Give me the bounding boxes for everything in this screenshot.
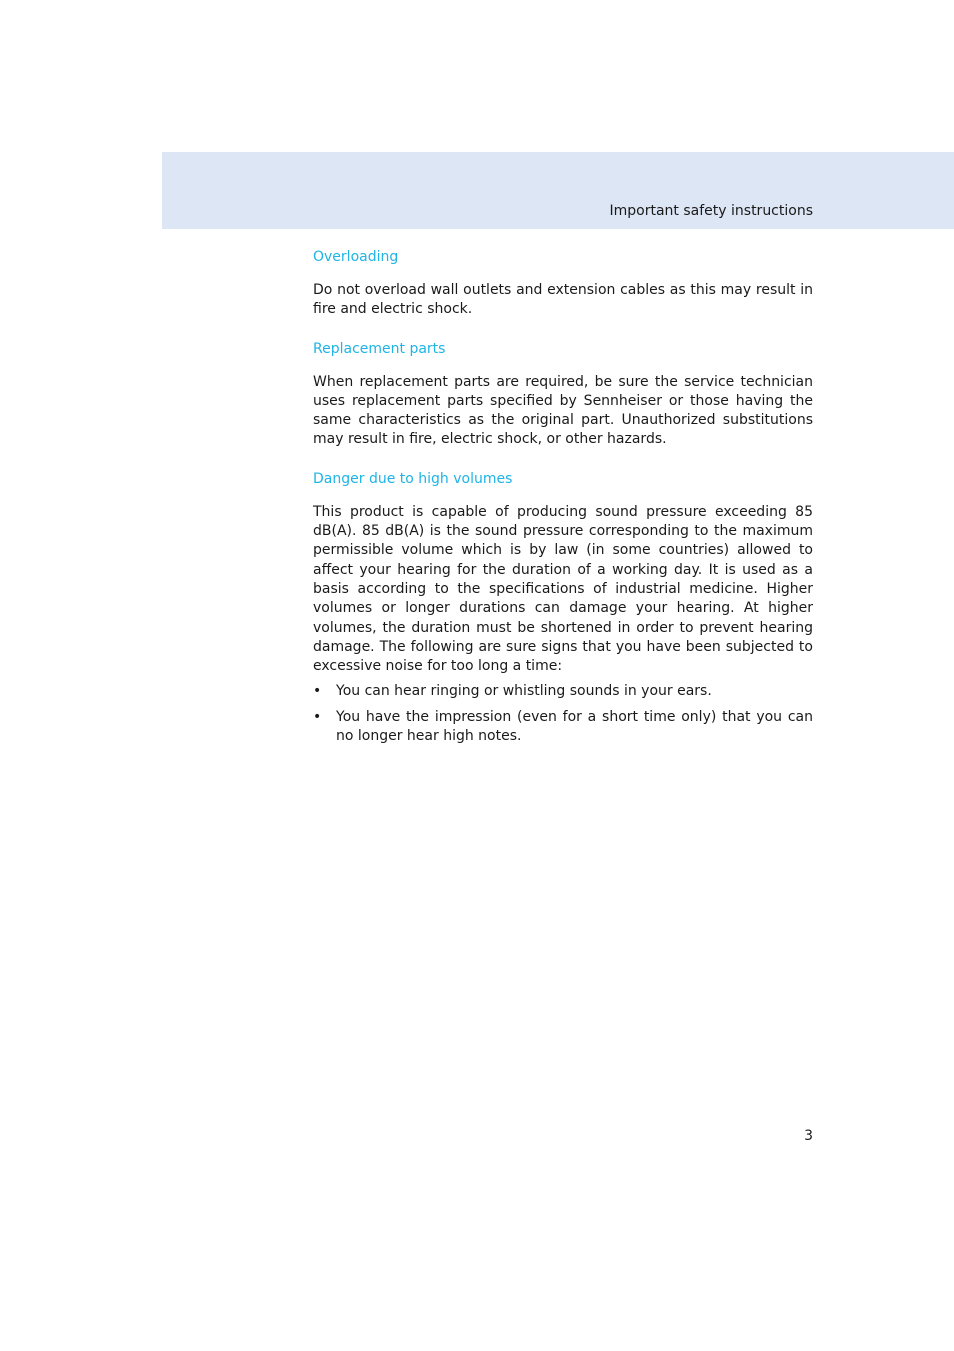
bullet-icon: • <box>313 708 322 725</box>
header-title: Important safety instructions <box>609 203 813 219</box>
page-number: 3 <box>804 1128 813 1144</box>
list-item-text: You can hear ringing or whistling sounds in your ears. <box>336 683 712 700</box>
list-item <box>313 682 813 701</box>
section-heading: Overloading <box>313 249 399 265</box>
main-content <box>313 248 813 766</box>
list-item-text: You have the impression (even for a short time only) that you can no longer hear high notes. <box>336 708 813 745</box>
section-body: This product is capable of producing sound pressure exceeding 85 dB(A). 85 dB(A) is the sound pressure corresponding to the maximum permissible volume which is by law (in some countries) allowed to affect your hearing for the duration of a working day. It is used as a basis according to the specifications of industrial medicine. Higher volumes or longer durations can damage your hearing. At higher volumes, the duration must be shortened in order to prevent hearing damage. The following are sure signs that you have been subjected to excessive noise for too long a time: <box>313 503 813 675</box>
list-item <box>313 708 813 747</box>
section-high-volumes <box>313 470 813 747</box>
section-body: Do not overload wall outlets and extension cables as this may result in fire and electric shock. <box>313 282 813 318</box>
section-overloading <box>313 248 813 320</box>
section-heading: Danger due to high volumes <box>313 470 513 487</box>
bullet-list <box>313 682 813 746</box>
header-band <box>162 152 954 229</box>
section-body: When replacement parts are required, be sure the service technician uses replacement parts specified by Sennheiser or those having the same characteristics as the original part. Unauthorized substitutions may result in fire, electric shock, or other hazards. <box>313 373 813 448</box>
bullet-icon: • <box>313 683 322 700</box>
section-replacement-parts <box>313 340 813 450</box>
section-heading: Replacement parts <box>313 340 446 357</box>
